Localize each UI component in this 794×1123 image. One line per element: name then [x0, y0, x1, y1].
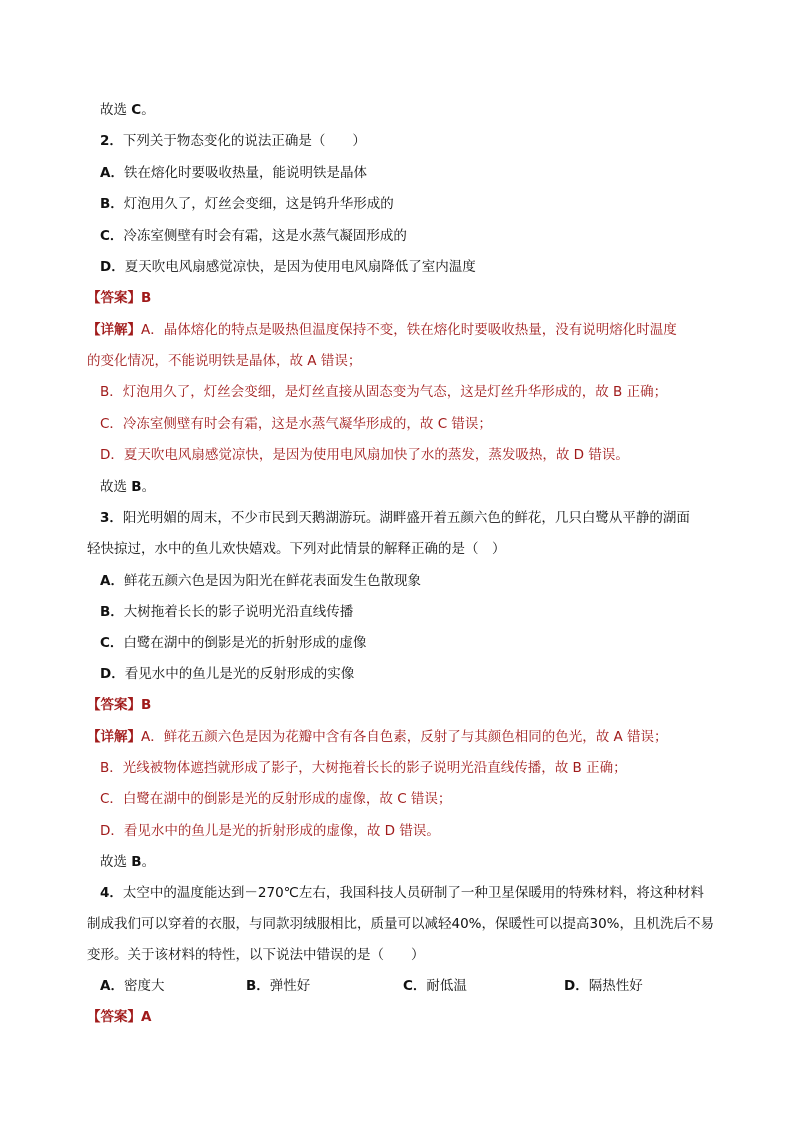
- q3-detail-a: 【详解】A．鲜花五颜六色是因为花瓣中含有各自色素，反射了与其颜色相同的色光，故 A 错误；: [87, 729, 668, 745]
- q3-option-c: C．白鹭在湖中的倒影是光的折射形成的虚像: [100, 635, 367, 651]
- q2-detail-a-line1: 【详解】A．晶体熔化的特点是吸热但温度保持不变，铁在熔化时要吸收热量，没有说明熔化时温度: [87, 322, 677, 338]
- q3-option-a: A．鲜花五颜六色是因为阳光在鲜花表面发生色散现象: [100, 573, 421, 589]
- q3-stem-line1: 3．阳光明媚的周末，不少市民到天鹅湖游玩。湖畔盛开着五颜六色的鲜花，几只白鹭从平静的湖面: [100, 510, 690, 526]
- q2-stem: 2．下列关于物态变化的说法正确是（ ）: [100, 133, 366, 149]
- q2-detail-b: B．灯泡用久了，灯丝会变细，是灯丝直接从固态变为气态，这是灯丝升华形成的，故 B 正确；: [100, 384, 668, 400]
- q4-option-c: C．耐低温: [403, 978, 467, 994]
- q3-option-b: B．大树拖着长长的影子说明光沿直线传播: [100, 604, 354, 620]
- q3-stem-line2: 轻快掠过，水中的鱼儿欢快嬉戏。下列对此情景的解释正确的是（ ）: [87, 541, 506, 557]
- q4-option-b: B．弹性好: [246, 978, 311, 994]
- q2-option-d: D．夏天吹电风扇感觉凉快，是因为使用电风扇降低了室内温度: [100, 259, 476, 275]
- q2-answer: 【答案】B: [87, 290, 152, 306]
- q3-detail-b: B．光线被物体遮挡就形成了影子，大树拖着长长的影子说明光沿直线传播，故 B 正确；: [100, 760, 627, 776]
- q3-detail-d: D．看见水中的鱼儿是光的折射形成的虚像，故 D 错误。: [100, 823, 440, 839]
- q2-option-c: C．冷冻室侧壁有时会有霜，这是水蒸气凝固形成的: [100, 228, 407, 244]
- q2-detail-a-line2: 的变化情况，不能说明铁是晶体，故 A 错误；: [87, 353, 362, 369]
- q2-option-a: A．铁在熔化时要吸收热量，能说明铁是晶体: [100, 165, 367, 181]
- q3-answer: 【答案】B: [87, 697, 152, 713]
- q4-stem-line2: 制成我们可以穿着的衣服，与同款羽绒服相比，质量可以减轻40%，保暖性可以提高30%，且机洗后不易: [87, 916, 715, 932]
- q2-option-b: B．灯泡用久了，灯丝会变细，这是钨升华形成的: [100, 196, 394, 212]
- q1-conclusion: 故选 C。: [100, 102, 155, 118]
- q4-option-d: D．隔热性好: [564, 978, 643, 994]
- q4-answer: 【答案】A: [87, 1009, 152, 1025]
- q3-option-d: D．看见水中的鱼儿是光的反射形成的实像: [100, 666, 355, 682]
- q2-conclusion: 故选 B。: [100, 479, 156, 495]
- q4-stem-line1: 4．太空中的温度能达到－270℃左右，我国科技人员研制了一种卫星保暖用的特殊材料，将这种材料: [100, 885, 704, 901]
- q2-detail-c: C．冷冻室侧壁有时会有霜，这是水蒸气凝华形成的，故 C 错误；: [100, 416, 492, 432]
- q4-option-a: A．密度大: [100, 978, 165, 994]
- q3-detail-c: C．白鹭在湖中的倒影是光的反射形成的虚像，故 C 错误；: [100, 791, 452, 807]
- q4-stem-line3: 变形。关于该材料的特性，以下说法中错误的是（ ）: [87, 947, 425, 963]
- q2-detail-d: D．夏天吹电风扇感觉凉快，是因为使用电风扇加快了水的蒸发，蒸发吸热，故 D 错误。: [100, 447, 629, 463]
- q3-conclusion: 故选 B。: [100, 854, 156, 870]
